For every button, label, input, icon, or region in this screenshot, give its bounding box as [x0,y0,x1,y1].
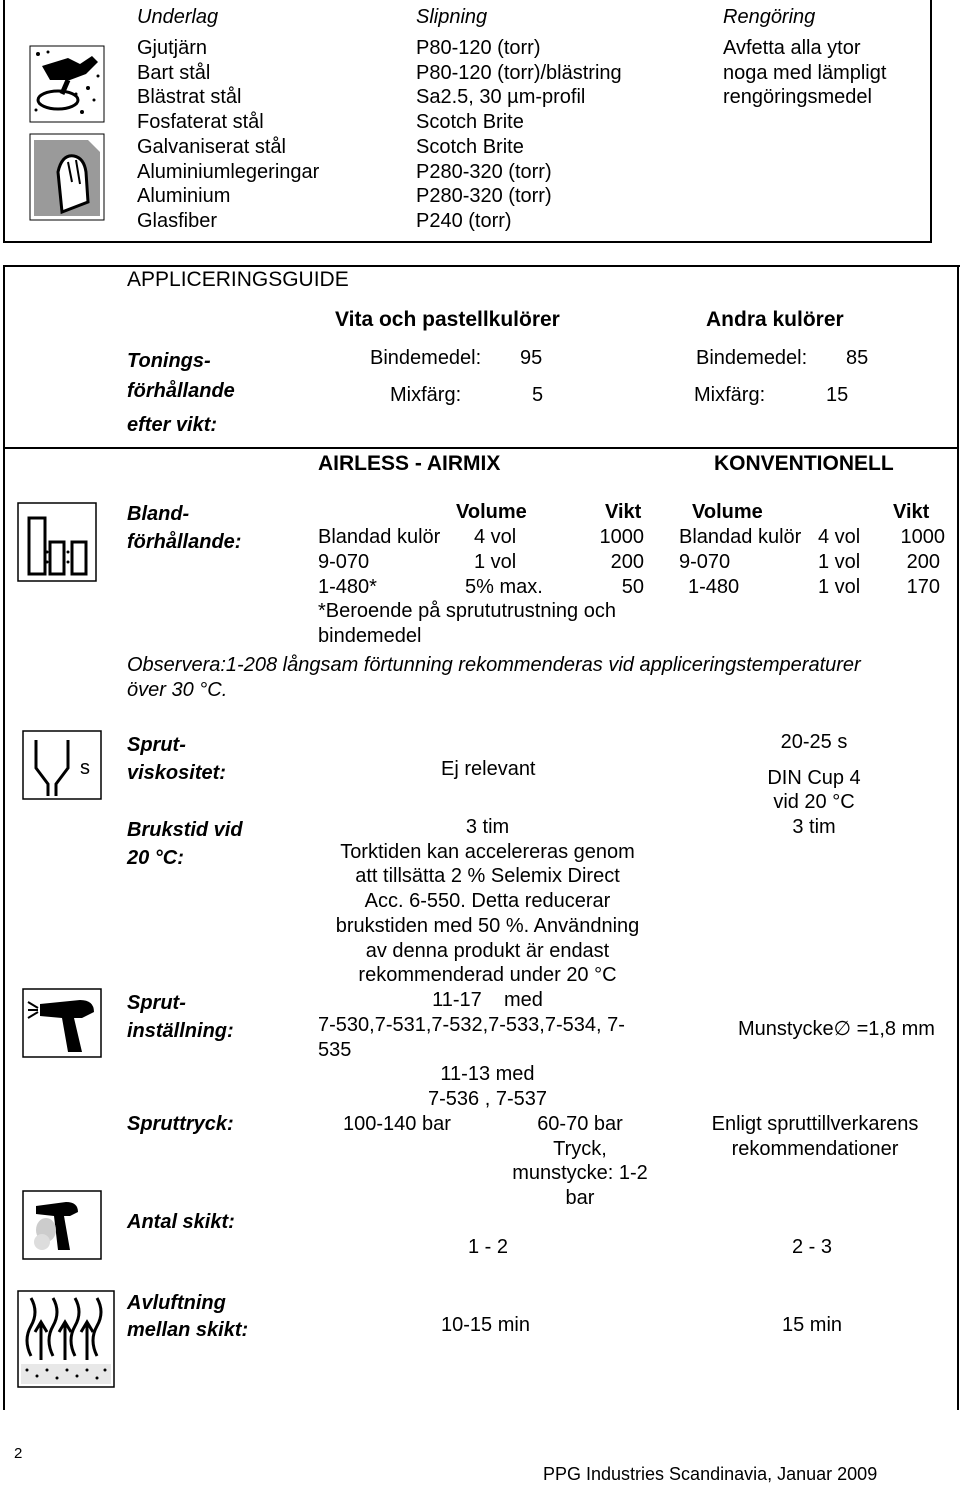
potlife-line: rekommenderad under 20 °C [358,964,617,987]
rengoring-line: Avfetta alla ytor [723,37,861,59]
col-andra-header: Andra kulörer [706,308,844,331]
underlag-item: Aluminiumlegeringar [137,160,320,183]
blend-label-line: Bland- [127,503,190,525]
col-vita-header: Vita och pastellkulörer [335,308,560,331]
konv-row-vol: 4 vol [818,526,861,548]
viscosity-label-line: viskositet: [127,762,226,784]
setting-label-line: inställning: [127,1020,234,1042]
pressure-line: rekommendationer [731,1138,899,1160]
underlag-list [137,36,319,234]
method-konventionell: KONVENTIONELL [714,452,894,475]
guide-frame-left [3,265,5,1410]
pressure-line: munstycke: 1-2 [512,1162,648,1185]
toning-separator [3,447,959,449]
airless-row-name: 1-480* [318,576,377,598]
potlife-line: av denna produkt är endast [365,939,610,962]
flash-label-line: mellan skikt: [127,1319,249,1341]
flash-label-line: Avluftning [127,1292,226,1314]
blend-label [127,500,241,556]
airless-row-vikt: 200 [610,551,644,573]
mixing-ratio-icon [17,502,97,582]
rengoring-text [723,36,886,110]
rengoring-line: rengöringsmedel [723,86,872,109]
potlife-line: 3 tim [465,816,510,838]
slipning-list [416,36,622,234]
konv-row-vikt: 1000 [900,526,945,548]
airless-row-vikt: 1000 [599,526,644,548]
airless-row-vikt: 50 [621,576,644,598]
vita-bindemedel-label: Bindemedel: [370,347,482,369]
pressure-line: Enligt spruttillverkarens [711,1113,919,1135]
konv-vikt-header: Vikt [893,501,930,523]
airless-volume-header: Volume [456,501,527,523]
underlag-item: Bart stål [137,61,211,84]
konv-volume-header: Volume [692,501,763,523]
setting-line: 11-13 med [440,1063,535,1085]
guide-frame-right [957,265,959,1410]
pressure-konv [690,1112,940,1162]
pressure-label: Spruttryck: [127,1113,234,1135]
viscosity-label-line: Sprut- [127,734,186,756]
potlife-line: Torktiden kan accelereras genom [340,840,635,863]
konv-row-name: 9-070 [679,551,731,573]
footnote-line: *Beroende på sprututrustning och [318,600,616,622]
slipning-item: P80-120 (torr)/blästring [416,61,622,84]
pressure-line: 60-70 bar [537,1113,623,1135]
sanding-icon [28,44,106,124]
konv-row-vikt: 170 [906,576,940,598]
pressure-airless-2 [490,1112,670,1211]
spray-gun-icon [22,988,102,1058]
airless-row-vol: 4 vol [474,526,517,548]
slipning-item: P280-320 (torr) [416,185,552,208]
konv-row-vikt: 200 [906,551,940,573]
cleaning-icon [28,132,106,222]
andra-mixfarg-label: Mixfärg: [694,384,766,406]
underlag-item: Glasfiber [137,209,218,232]
pressure-line: bar [565,1187,595,1210]
toning-label-line: Tonings- [127,350,211,372]
andra-mixfarg-value: 15 [826,384,849,406]
rengoring-line: noga med lämpligt [723,61,887,84]
slipning-item: Scotch Brite [416,111,524,134]
setting-label [127,989,234,1045]
konv-row-name: Blandad kulör [679,526,802,548]
header-slipning: Slipning [416,6,488,28]
setting-konv: Munstycke∅ =1,8 mm [738,1018,935,1040]
konv-row-name: 1-480 [688,576,740,598]
top-table-border-bottom [3,241,932,243]
header-underlag: Underlag [137,6,219,28]
potlife-line: Acc. 6-550. Detta reducerar [364,890,611,913]
potlife-label [127,816,243,872]
setting-line: 7-536 , 7-537 [428,1088,547,1110]
pressure-line: Tryck, [553,1137,607,1160]
viscosity-label [127,731,226,787]
pressure-airless-1: 100-140 bar [343,1113,451,1135]
konv-row-vol: 1 vol [818,576,861,598]
andra-bindemedel-value: 85 [846,347,869,369]
flash-konv: 15 min [782,1314,843,1336]
underlag-item: Fosfaterat stål [137,111,264,134]
coats-label: Antal skikt: [127,1211,235,1233]
underlag-item: Galvaniserat stål [137,135,286,158]
airless-row-vol: 5% max. [465,576,543,598]
setting-airless-b [300,1062,675,1112]
observe-note [127,653,861,703]
setting-airless-a-head: 11-17 med [432,989,543,1011]
setting-airless-a-body [318,1013,625,1063]
potlife-konv: 3 tim [792,816,836,838]
footer-company: PPG Industries Scandinavia, Januar 2009 [543,1464,878,1484]
blend-label-line: förhållande: [127,531,242,553]
airless-row-vol: 1 vol [474,551,517,573]
top-table-border-right [930,0,932,243]
andra-bindemedel-label: Bindemedel: [696,347,808,369]
potlife-line: brukstiden med 50 %. Användning [335,914,640,937]
setting-line: 535 [318,1039,352,1061]
viscosity-konv-time: 20-25 s [780,731,848,753]
observe-line: Observera:1-208 långsam förtunning rekommenderas vid appliceringstemperaturer [127,654,861,676]
spray-coat-icon [22,1190,102,1260]
toning-label-line: förhållande [127,380,235,402]
top-table-border-left [3,0,5,243]
flash-label [127,1290,248,1344]
underlag-item: Aluminium [137,185,231,208]
airless-row-name: Blandad kulör [318,526,441,548]
konv-row-vol: 1 vol [818,551,861,573]
toning-label [127,346,235,406]
setting-line: 7-530,7-531,7-532,7-533,7-534, 7- [318,1014,625,1036]
viscosity-s-glyph: s [80,757,90,779]
slipning-item: P240 (torr) [416,209,512,232]
slipning-item: Sa2.5, 30 µm-profil [416,86,586,109]
viscosity-airless: Ej relevant [441,758,536,780]
viscosity-cup-icon [22,730,102,800]
flash-airless: 10-15 min [441,1314,530,1336]
vita-bindemedel-value: 95 [520,347,543,369]
viscosity-konv-cup: DIN Cup 4 [767,767,861,789]
potlife-airless [300,815,675,988]
slipning-item: P280-320 (torr) [416,160,552,183]
toning-label-line3: efter vikt: [127,414,218,436]
header-rengoring: Rengöring [723,6,816,28]
vita-mixfarg-value: 5 [532,384,544,406]
page-number: 2 [14,1445,23,1462]
method-airless: AIRLESS - AIRMIX [318,452,501,475]
coats-konv: 2 - 3 [792,1236,833,1258]
underlag-item: Gjutjärn [137,37,208,59]
coats-airless: 1 - 2 [468,1236,509,1258]
blend-footnote [318,599,616,649]
footnote-line: bindemedel [318,625,422,647]
guide-title: APPLICERINGSGUIDE [127,268,349,291]
vita-mixfarg-label: Mixfärg: [390,384,462,406]
potlife-line: att tillsätta 2 % Selemix Direct [355,865,620,888]
slipning-item: P80-120 (torr) [416,37,541,59]
guide-frame-top [3,265,960,267]
potlife-label-line: 20 °C: [127,847,184,869]
observe-line: över 30 °C. [127,679,228,701]
airless-vikt-header: Vikt [605,501,642,523]
viscosity-konv-temp: vid 20 °C [773,791,855,813]
setting-label-line: Sprut- [127,992,186,1014]
potlife-label-line: Brukstid vid [127,819,243,841]
airless-row-name: 9-070 [318,551,370,573]
slipning-item: Scotch Brite [416,135,524,158]
flash-off-icon [17,1290,115,1388]
underlag-item: Blästrat stål [137,86,242,109]
